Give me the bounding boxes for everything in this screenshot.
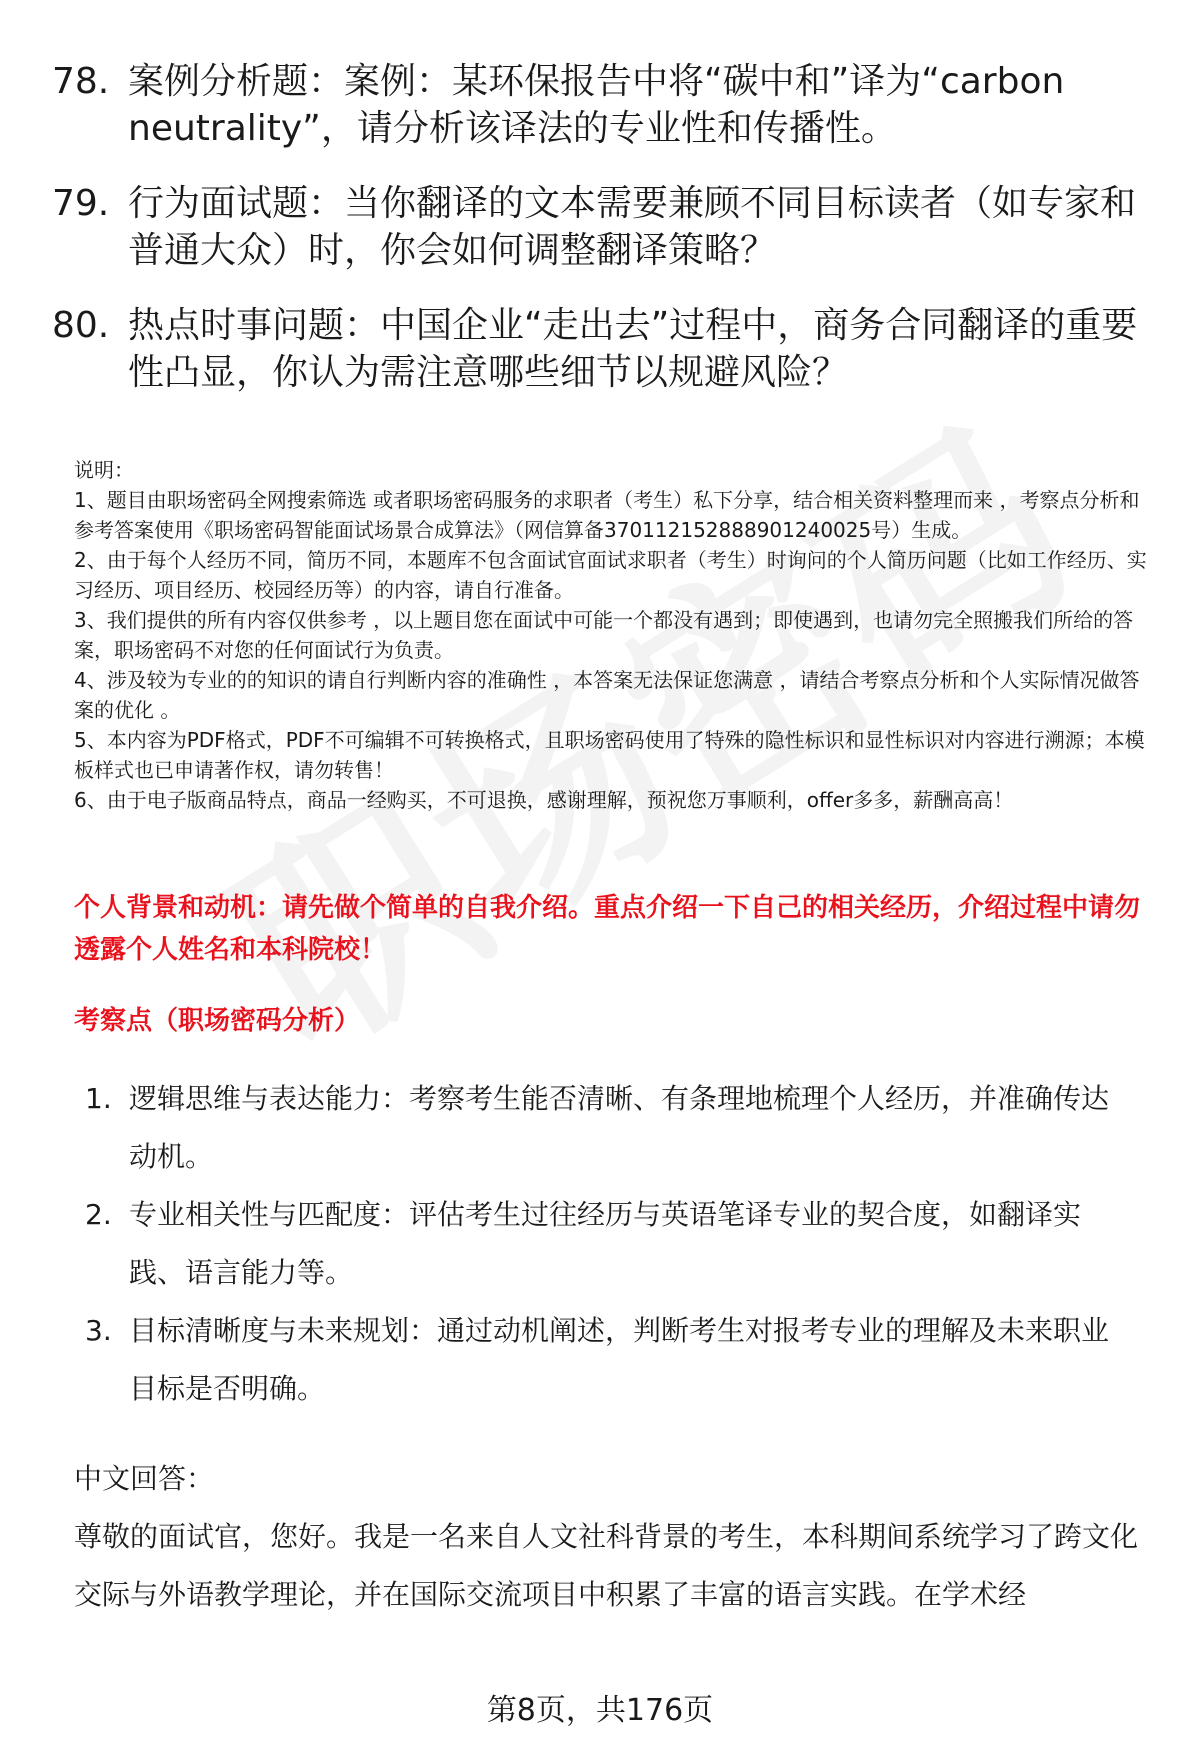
point-text: 专业相关性与匹配度：评估考生过往经历与英语笔译专业的契合度，如翻译实践、语言能力等。 <box>129 1198 1082 1289</box>
analysis-point <box>85 1070 1145 1186</box>
analysis-heading: 考察点（职场密码分析） <box>74 1006 361 1036</box>
notes-title: 说明： <box>74 458 134 482</box>
question-number: 79. <box>52 183 110 224</box>
point-text: 逻辑思维与表达能力：考察考生能否清晰、有条理地梳理个人经历，并准确传达动机。 <box>129 1082 1110 1173</box>
note-item: 2、由于每个人经历不同，简历不同，本题库不包含面试官面试求职者（考生）时询问的个人简历问题（比如工作经历、实习经历、项目经历、校园经历等）的内容，请自行准备。 <box>74 548 1147 602</box>
answer-label: 中文回答： <box>74 1462 215 1495</box>
point-number: 2. <box>85 1198 112 1231</box>
question-item <box>52 58 1152 152</box>
note-item: 5、本内容为PDF格式，PDF不可编辑不可转换格式，且职场密码使用了特殊的隐性标识和显性标识对内容进行溯源；本模板样式也已申请著作权，请勿转售！ <box>74 728 1145 782</box>
analysis-points <box>85 1070 1145 1418</box>
note-item: 6、由于电子版商品特点，商品一经购买，不可退换，感谢理解，预祝您万事顺利，offer多多，薪酬高高！ <box>74 788 1014 812</box>
question-item <box>52 302 1152 396</box>
question-text: 案例分析题：案例：某环保报告中将“碳中和”译为“carbon neutrality”，请分析该译法的专业性和传播性。 <box>128 61 1065 149</box>
point-text: 目标清晰度与未来规划：通过动机阐述，判断考生对报考专业的理解及未来职业目标是否明确。 <box>129 1314 1110 1405</box>
analysis-point <box>85 1186 1145 1302</box>
answer-text: 尊敬的面试官，您好。我是一名来自人文社科背景的考生，本科期间系统学习了跨文化交际与外语教学理论，并在国际交流项目中积累了丰富的语言实践。在学术经 <box>74 1520 1139 1611</box>
question-text: 行为面试题：当你翻译的文本需要兼顾不同目标读者（如专家和普通大众）时，你会如何调整翻译策略？ <box>128 183 1137 271</box>
question-number: 80. <box>52 305 110 346</box>
point-number: 1. <box>85 1082 112 1115</box>
page-footer: 第8页，共176页 <box>486 1693 714 1728</box>
note-item: 4、涉及较为专业的的知识的请自行判断内容的准确性 ，本答案无法保证您满意 ，请结合考察点分析和个人实际情况做答案的优化 。 <box>74 668 1140 722</box>
question-text: 热点时事问题：中国企业“走出去”过程中，商务合同翻译的重要性凸显，你认为需注意哪些细节以规避风险？ <box>128 305 1138 393</box>
question-number: 78. <box>52 61 110 102</box>
notes-section <box>74 455 1154 815</box>
analysis-point <box>85 1302 1145 1418</box>
note-item: 3、我们提供的所有内容仅供参考 ，以上题目您在面试中可能一个都没有遇到；即使遇到，也请勿完全照搬我们所给的答案，职场密码不对您的任何面试行为负责。 <box>74 608 1134 662</box>
motivation-question: 个人背景和动机：请先做个简单的自我介绍。重点介绍一下自己的相关经历，介绍过程中请勿透露个人姓名和本科院校！ <box>74 893 1141 965</box>
question-list <box>52 58 1152 424</box>
question-item <box>52 180 1152 274</box>
point-number: 3. <box>85 1314 112 1347</box>
answer-section <box>74 1450 1154 1624</box>
note-item: 1、题目由职场密码全网搜索筛选 或者职场密码服务的求职者（考生）私下分享，结合相关资料整理而来 ，考察点分析和参考答案使用《职场密码智能面试场景合成算法》（网信算备370112152888901240025号）生成。 <box>74 488 1140 542</box>
